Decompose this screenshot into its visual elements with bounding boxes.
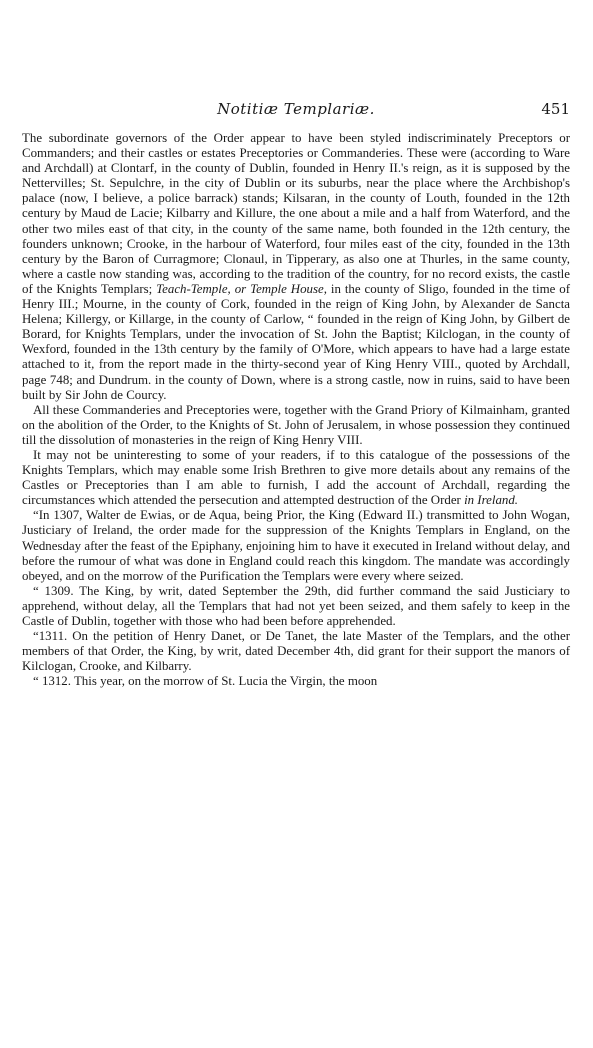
- text-segment-italic: Teach-Temple, or Temple House,: [156, 281, 327, 296]
- paragraph-preceptories: [22, 131, 570, 403]
- text-segment: The subordinate governors of the Order appear to have been styled indiscriminately Preceptors or Commanders; and their castles or estates Preceptories or Commanderies. These were (according to Ware and Archdall) at Clontarf, in the county of Dublin, founded in Henry II.'s reign, as it is supposed by the Nettervilles; St. Sepulchre, in the city of Dublin or its suburbs, near the place where the Archbishop's palace (now, I believe, a police barrack) stands; Kilsaran, in the county of Louth, founded in the 12th century by Maud de Lacie; Kilbarry and Killure, the one about a mile and a half from Waterford, and the other two miles east of that city, in the county of the same name, both founded in the 12th century, the founders unknown; Crooke, in the harbour of Waterford, four miles east of the city, founded in the 13th century by the Baron of Curragmore; Clonaul, in Tipperary, as also one at Thurles, in the same county, where a castle now standing was, according to the tradition of the country, for no record exists, the castle of the Knights Templars;: [22, 131, 570, 296]
- running-head: [22, 100, 570, 122]
- body-text: [22, 131, 570, 689]
- paragraph-archdall-intro: [22, 448, 570, 508]
- paragraph-1312: [22, 674, 570, 689]
- page-number: 451: [541, 100, 570, 118]
- text-segment: “In 1307, Walter de Ewias, or de Aqua, being Prior, the King (Edward II.) transmitted to John Wogan, Justiciary of Ireland, the order made for the suppression of the Knights Templars in England, on the Wednesday after the feast of the Epiphany, enjoining him to have it executed in Ireland without delay, and before the rumour of what was done in England could reach this kingdom. The mandate was accordingly obeyed, and on the morrow of the Purification the Templars were every where seized.: [22, 508, 570, 583]
- text-segment: It may not be uninteresting to some of your readers, if to this catalogue of the possessions of the Knights Templars, which may enable some Irish Brethren to give more details about any remains of the Castles or Preceptories than I am able to furnish, I add the account of Archdall, regarding the circumstances which attended the persecution and attempted destruction of the Order: [22, 447, 570, 508]
- text-segment-italic: in Ireland.: [464, 493, 519, 508]
- paragraph-commanderies: [22, 403, 570, 448]
- text-segment: in the county of Sligo, founded in the time of Henry III.; Mourne, in the county of Cork, founded in the reign of King John, by Alexander de Sancta Helena; Killergy, or Killarge, in the county of Carlow, “ founded in the reign of King John, by Gilbert de Borard, for Knights Templars, under the invocation of St. John the Baptist; Kilclogan, in the county of Wexford, founded in the 13th century by the family of O'More, which appears to have had a large estate attached to it, from the report made in the thirty-second year of King Henry VIII., quoted by Archdall, page 748; and Dundrum. in the county of Down, where is a strong castle, now in ruins, said to have been built by Sir John de Courcy.: [22, 281, 570, 402]
- text-segment: All these Commanderies and Preceptories were, together with the Grand Priory of Kilmainham, granted on the abolition of the Order, to the Knights of St. John of Jerusalem, in whose possession they continued till the dissolution of monasteries in the reign of King Henry VIII.: [22, 402, 570, 447]
- paragraph-1307: [22, 508, 570, 583]
- paragraph-1311: [22, 629, 570, 674]
- paragraph-1309: [22, 584, 570, 629]
- text-segment: “ 1312. This year, on the morrow of St. Lucia the Virgin, the moon: [33, 674, 378, 689]
- text-segment: “ 1309. The King, by writ, dated September the 29th, did further command the said Justiciary to apprehend, without delay, all the Templars that had not yet been seized, and them safely to keep in the Castle of Dublin, together with those who had been before apprehended.: [22, 583, 570, 628]
- running-title: Notitiæ Templariæ.: [217, 100, 375, 118]
- text-segment: “1311. On the petition of Henry Danet, or De Tanet, the late Master of the Templars, and the other members of that Order, the King, by writ, dated December 4th, did grant for their support the manors of Kilclogan, Crooke, and Kilbarry.: [22, 629, 570, 674]
